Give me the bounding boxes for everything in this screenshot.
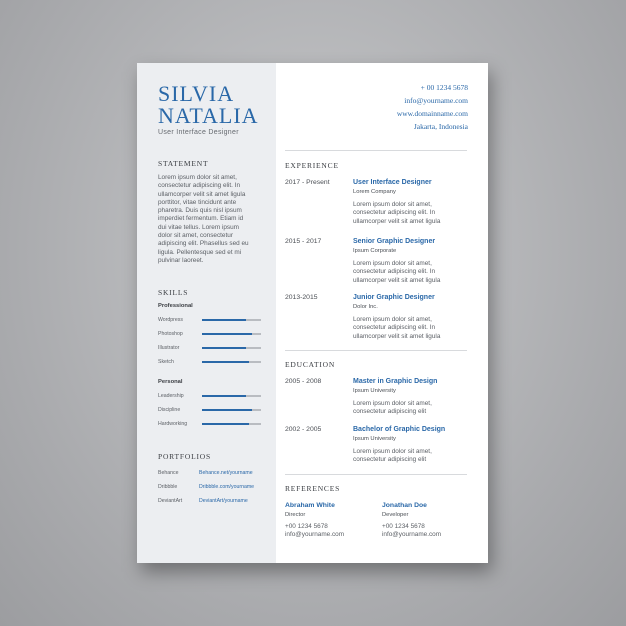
skill-bar-fill xyxy=(202,423,249,425)
statement-heading: STATEMENT xyxy=(158,159,209,168)
skill-name: Illustrator xyxy=(158,345,180,351)
skill-bar xyxy=(202,333,261,335)
experience-title: Junior Graphic Designer xyxy=(353,294,435,301)
statement-line: adipiscing elit. Phasellus sed eu xyxy=(158,240,249,248)
divider xyxy=(285,474,467,475)
statement-line: dolor sit amet, consectetur xyxy=(158,232,233,240)
desc-line: consectetur adipiscing elit. In xyxy=(353,268,436,276)
experience-title: Senior Graphic Designer xyxy=(353,238,436,245)
skill-bar xyxy=(202,395,261,397)
reference-role: Director xyxy=(285,512,306,518)
experience-desc xyxy=(353,201,468,226)
statement-line: imperdiet fermentum. Etiam id xyxy=(158,215,244,223)
portfolio-link[interactable]: Behance.net/yourname xyxy=(199,470,253,476)
portfolios-heading: PORTFOLIOS xyxy=(158,452,211,461)
portfolio-link[interactable]: Dribbble.com/yourname xyxy=(199,484,255,490)
education-title: Bachelor of Graphic Design xyxy=(353,426,446,433)
experience-title: User Interface Designer xyxy=(353,179,432,186)
skill-bar xyxy=(202,319,261,321)
skills-heading: SKILLS xyxy=(158,288,189,297)
desc-line: ullamcorper velit sit amet ligula xyxy=(353,217,441,225)
desc-line: Lorem ipsum dolor sit amet, xyxy=(353,400,432,407)
education-heading: EDUCATION xyxy=(285,360,336,369)
reference-phone: +00 1234 5678 xyxy=(285,523,328,530)
desc-line: Lorem ipsum dolor sit amet, xyxy=(353,448,432,455)
education-org: Ipsum University xyxy=(353,436,396,442)
statement-line: Lorem ipsum dolor sit amet, xyxy=(158,174,237,181)
statement-line: ullamcorper velit sit amet ligula xyxy=(158,190,246,198)
first-name: SILVIA xyxy=(158,81,235,106)
skill-bar xyxy=(202,409,261,411)
sidebar xyxy=(137,63,276,563)
statement-line: dui vitae tellus. Lorem ipsum xyxy=(158,223,239,231)
contact-location: Jakarta, Indonesia xyxy=(413,122,468,131)
education-org: Ipsum University xyxy=(353,388,396,394)
experience-date: 2013-2015 xyxy=(285,294,318,301)
skill-bar xyxy=(202,423,261,425)
experience-org: Lorem Company xyxy=(353,189,396,195)
education-title: Master in Graphic Design xyxy=(353,378,438,385)
reference-email[interactable]: info@yourname.com xyxy=(382,531,442,538)
job-role: User Interface Designer xyxy=(158,129,239,136)
desc-line: consectetur adipiscing elit. In xyxy=(353,324,436,332)
skill-bar-fill xyxy=(202,395,246,397)
desc-line: consectetur adipiscing elit. In xyxy=(353,209,436,217)
statement-line: pulvinar laoreet. xyxy=(158,256,204,264)
professional-skills-label: Professional xyxy=(158,303,193,309)
skill-name: Photoshop xyxy=(158,331,183,337)
desc-line: ullamcorper velit sit amet ligula xyxy=(353,276,441,284)
contact-phone: + 00 1234 5678 xyxy=(420,83,468,92)
skill-name: Discipline xyxy=(158,407,181,413)
reference-phone: +00 1234 5678 xyxy=(382,523,425,530)
experience-desc xyxy=(353,260,468,285)
references-heading: REFERENCES xyxy=(285,484,341,493)
portfolio-link[interactable]: DeviantArt/yourname xyxy=(199,498,248,504)
education-date: 2002 - 2005 xyxy=(285,426,322,433)
statement-line: consectetur adipiscing elit. In xyxy=(158,182,241,190)
contact-website[interactable]: www.domainname.com xyxy=(396,109,468,118)
statement-line: ligula. Pellentesque sed et mi xyxy=(158,248,242,256)
experience-date: 2015 - 2017 xyxy=(285,238,322,245)
skill-bar-fill xyxy=(202,361,249,363)
experience-desc xyxy=(353,316,468,341)
experience-heading: EXPERIENCE xyxy=(285,161,339,170)
skill-name: Sketch xyxy=(158,359,174,365)
desc-line: Lorem ipsum dolor sit amet, xyxy=(353,201,432,208)
reference-role: Developer xyxy=(382,512,409,518)
skill-bar-fill xyxy=(202,333,252,335)
skill-name: Wordpress xyxy=(158,317,183,323)
desc-line: consectetur adipiscing elit xyxy=(353,408,427,416)
skill-bar-fill xyxy=(202,347,246,349)
contact-email[interactable]: info@yourname.com xyxy=(404,96,468,105)
divider xyxy=(285,150,467,151)
desc-line: Lorem ipsum dolor sit amet, xyxy=(353,316,432,323)
divider xyxy=(285,350,467,351)
last-name: NATALIA xyxy=(158,103,259,128)
desc-line: Lorem ipsum dolor sit amet, xyxy=(353,260,432,267)
experience-org: Dolor Inc. xyxy=(353,304,378,310)
portfolio-label: Dribbble xyxy=(158,484,178,490)
reference-name: Abraham White xyxy=(285,502,335,509)
statement-line: pharetra. Duis quis nisl ipsum xyxy=(158,207,242,215)
skill-bar-fill xyxy=(202,409,252,411)
statement-line: porttitor, vitae tincidunt ante xyxy=(158,198,237,206)
reference-name: Jonathan Doe xyxy=(382,502,427,509)
education-desc xyxy=(353,448,468,465)
desc-line: consectetur adipiscing elit xyxy=(353,456,427,464)
portfolio-label: Behance xyxy=(158,470,179,476)
skill-bar xyxy=(202,347,261,349)
skill-bar xyxy=(202,361,261,363)
portfolio-label: DeviantArt xyxy=(158,498,183,504)
experience-date: 2017 - Present xyxy=(285,179,330,186)
education-date: 2005 - 2008 xyxy=(285,378,322,385)
statement-text xyxy=(158,174,268,265)
skill-name: Hardworking xyxy=(158,421,188,427)
reference-email[interactable]: info@yourname.com xyxy=(285,531,345,538)
resume-page xyxy=(137,63,488,563)
skill-bar-fill xyxy=(202,319,246,321)
skill-name: Leadership xyxy=(158,393,184,399)
experience-org: Ipsum Corporate xyxy=(353,248,397,254)
education-desc xyxy=(353,400,468,417)
personal-skills-label: Personal xyxy=(158,379,183,385)
desc-line: ullamcorper velit sit amet ligula xyxy=(353,332,441,340)
